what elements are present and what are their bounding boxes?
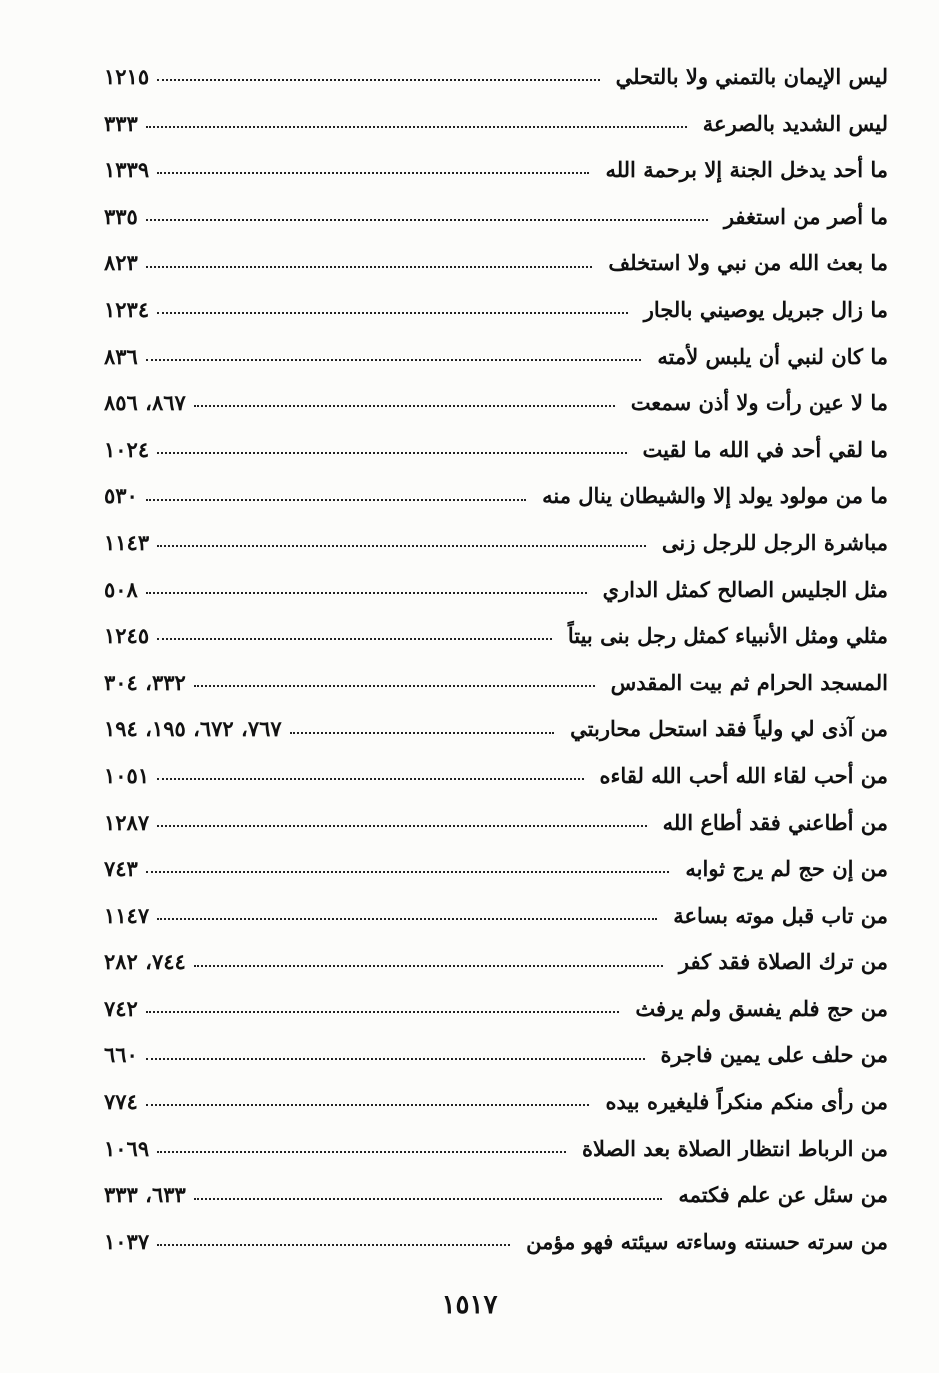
dot-leader <box>146 1104 590 1106</box>
entry-text: من أطاعني فقد أطاع الله <box>662 809 888 835</box>
dot-leader <box>146 499 526 501</box>
entry-text: من سئل عن علم فكتمه <box>678 1182 888 1208</box>
entry-page-numbers: ٧٤٤، ٢٨٢ <box>104 949 186 975</box>
entry-page-numbers: ١٢٣٤ <box>104 296 150 322</box>
entry-page-numbers: ٧٦٧، ٦٧٢، ١٩٥، ١٩٤ <box>104 716 282 742</box>
index-entry <box>104 147 888 194</box>
entry-page-numbers: ٣٣٣ <box>104 110 138 136</box>
index-entry <box>104 334 888 381</box>
index-entry <box>104 101 888 148</box>
dot-leader <box>157 1151 566 1153</box>
dot-leader <box>146 126 687 128</box>
entry-page-numbers: ٦٦٠ <box>104 1042 138 1068</box>
dot-leader <box>157 312 628 314</box>
dot-leader <box>146 266 593 268</box>
dot-leader <box>194 405 615 407</box>
dot-leader <box>157 172 589 174</box>
dot-leader <box>290 732 555 734</box>
entry-text: ما زال جبريل يوصيني بالجار <box>643 296 888 322</box>
index-entry <box>104 893 888 940</box>
entry-page-numbers: ٨٣٦ <box>104 343 138 369</box>
index-entry <box>104 986 888 1033</box>
entry-page-numbers: ١٢٨٧ <box>104 809 150 835</box>
dot-leader <box>194 685 595 687</box>
entry-text: ما بعث الله من نبي ولا استخلف <box>608 250 888 276</box>
index-entry <box>104 520 888 567</box>
entry-text: من رأى منكم منكراً فليغيره بيده <box>605 1089 888 1115</box>
entry-text: من تاب قبل موته بساعة <box>673 902 888 928</box>
entry-text: من حج فلم يفسق ولم يرفث <box>635 995 888 1021</box>
dot-leader <box>157 638 552 640</box>
entry-page-numbers: ٣٣٥ <box>104 203 138 229</box>
entry-page-numbers: ١٣٣٩ <box>104 157 150 183</box>
entry-text: ما لا عين رأت ولا أذن سمعت <box>630 390 888 416</box>
entry-text: من آذى لي ولياً فقد استحل محاربتي <box>570 716 888 742</box>
entry-page-numbers: ٧٤٣ <box>104 856 138 882</box>
entry-text: المسجد الحرام ثم بيت المقدس <box>610 669 888 695</box>
index-entry <box>104 54 888 101</box>
dot-leader <box>157 825 646 827</box>
entry-page-numbers: ٥٠٨ <box>104 576 138 602</box>
index-entry <box>104 380 888 427</box>
entry-page-numbers: ١٠٥١ <box>104 762 150 788</box>
dot-leader <box>157 79 599 81</box>
entry-page-numbers: ١٢١٥ <box>104 64 150 89</box>
index-entry <box>104 1079 888 1126</box>
dot-leader <box>157 1244 510 1246</box>
entry-text: ما أصر من استغفر <box>723 203 888 229</box>
dot-leader <box>146 1058 645 1060</box>
entry-page-numbers: ١٠٢٤ <box>104 436 150 462</box>
index-entry <box>104 660 888 707</box>
entry-page-numbers: ١٠٣٧ <box>104 1228 150 1254</box>
index-entry <box>104 1032 888 1079</box>
entry-text: مثل الجليس الصالح كمثل الداري <box>602 576 888 602</box>
entry-text: مثلي ومثل الأنبياء كمثل رجل بنى بيتاً <box>567 623 888 649</box>
entry-page-numbers: ٥٣٠ <box>104 483 138 509</box>
entry-text: من إن حج لم يرج ثوابه <box>685 856 888 882</box>
index-entry <box>104 613 888 660</box>
entry-text: من حلف على يمين فاجرة <box>660 1042 888 1068</box>
index-entry <box>104 567 888 614</box>
entry-page-numbers: ١٢٤٥ <box>104 623 150 649</box>
entry-text: ما أحد يدخل الجنة إلا برحمة الله <box>605 157 888 183</box>
entry-text: ليس الشديد بالصرعة <box>702 110 888 136</box>
index-entry <box>104 939 888 986</box>
entry-text: ما من مولود يولد إلا والشيطان ينال منه <box>542 483 888 509</box>
dot-leader <box>146 1011 620 1013</box>
index-entry <box>104 427 888 474</box>
entry-text: من أحب لقاء الله أحب الله لقاءه <box>599 762 888 788</box>
entry-text: من ترك الصلاة فقد كفر <box>678 949 888 975</box>
index-entry <box>104 846 888 893</box>
hadith-index-list <box>104 54 888 1265</box>
entry-page-numbers: ٨٦٧، ٨٥٦ <box>104 390 186 416</box>
entry-page-numbers: ١١٤٧ <box>104 902 150 928</box>
entry-page-numbers: ١١٤٣ <box>104 529 150 555</box>
index-entry <box>104 194 888 241</box>
dot-leader <box>194 1198 663 1200</box>
index-entry <box>104 1219 888 1266</box>
dot-leader <box>157 778 583 780</box>
index-entry <box>104 753 888 800</box>
index-entry <box>104 240 888 287</box>
dot-leader <box>146 219 708 221</box>
entry-text: من الرباط انتظار الصلاة بعد الصلاة <box>581 1135 888 1161</box>
entry-text: ما كان لنبي أن يلبس لأمته <box>657 343 888 369</box>
index-entry <box>104 287 888 334</box>
dot-leader <box>157 545 646 547</box>
index-entry <box>104 1126 888 1173</box>
index-entry <box>104 473 888 520</box>
dot-leader <box>157 918 657 920</box>
entry-page-numbers: ٧٧٤ <box>104 1089 138 1115</box>
dot-leader <box>194 965 663 967</box>
dot-leader <box>157 452 626 454</box>
entry-page-numbers: ٣٣٢، ٣٠٤ <box>104 669 186 695</box>
entry-page-numbers: ٨٢٣ <box>104 250 138 276</box>
entry-text: ليس الإيمان بالتمني ولا بالتحلي <box>615 64 888 89</box>
entry-text: ما لقي أحد في الله ما لقيت <box>642 436 888 462</box>
entry-page-numbers: ١٠٦٩ <box>104 1135 150 1161</box>
index-entry <box>104 706 888 753</box>
dot-leader <box>146 871 670 873</box>
entry-text: من سرته حسنته وساءته سيئته فهو مؤمن <box>526 1228 888 1254</box>
entry-text: مباشرة الرجل للرجل زنى <box>661 529 888 555</box>
entry-page-numbers: ٧٤٢ <box>104 995 138 1021</box>
index-entry <box>104 800 888 847</box>
entry-page-numbers: ٦٣٣، ٣٣٣ <box>104 1182 186 1208</box>
dot-leader <box>146 359 642 361</box>
page-number: ١٥١٧ <box>441 1290 498 1320</box>
index-entry <box>104 1172 888 1219</box>
dot-leader <box>146 592 587 594</box>
